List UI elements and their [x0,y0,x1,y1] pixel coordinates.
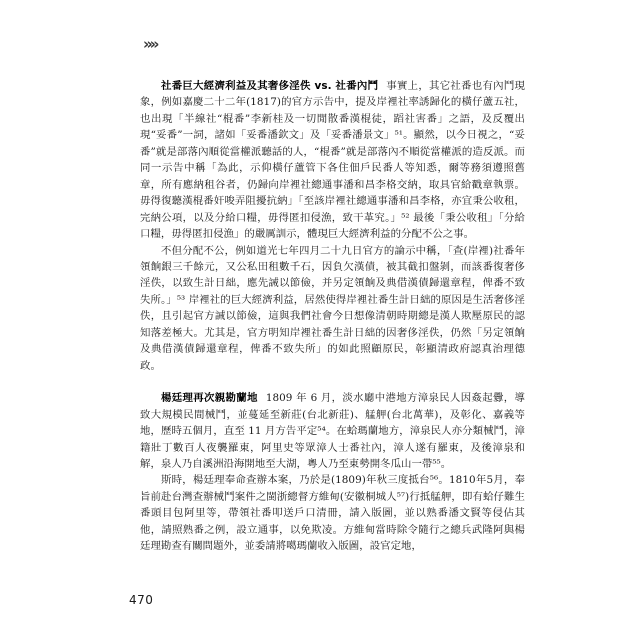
section1-heading: 社番巨大經濟利益及其奢侈淫佚 vs. 社番內鬥 [161,80,379,92]
body-text [140,78,525,555]
section1-paragraph-2: 不但分配不公，例如道光七年四月二十九日官方的論示中稱，「查(岸裡)社番年領餉銀三千餘元，又公私田租數千石，因負欠漢債，被其截扣盤剝，而該番復奢侈淫佚，以致生計日絀，應先誡以節儉，并另定領餉及典借漢債歸還章程，俾番不致失所。」⁵³ 岸裡社的巨大經濟利益，居然使得岸裡社番生計日絀的原因是生活奢侈淫佚，且引起官方誡以節儉，這與我們社會今日想像清朝時期總是漢人欺壓原民的認知落差極大。尤其是，官方明知岸裡社番生計日絀的因奢侈淫佚，仍然「另定領餉及典借漢債歸還章程，俾番不致失所」的如此照顧原民，彰顯清政府認真治理德政。 [140,244,525,372]
page-number: 470 [129,593,154,607]
section1-paragraph-1-text: 事實上，其它社番也有內鬥現象，例如嘉慶二十二年(1817)的官方示告中，提及岸裡社率誘歸化的橫仔蘆五社，也出現「半線社“棍番”李新桂及一切閒散番漢棍徒，蹈社害番」之語，及反覆出現“妥番”一詞，諸如「妥番潘欽文」及「妥番潘景文」⁵¹。顯然，以今日視之，“妥番”就是部落內順從當權派聽話的人，“棍番”就是部落內不順從當權派的造反派。而同一示告中稱「為此，示仰橫仔蘆管下各住佃戶民番人等知悉，爾等務須遵照舊章，所有應納租谷者，仍歸向岸裡社總通事潘和昌李格交納，取具官給戳章執票。毋得復聽漢棍番奸唆弄阻擾抗納」「至該岸裡社總通事潘和昌李格，亦宜秉公收租，完納公項，以及分給口糧，毋得匿扣侵漁，致干革究。」⁵² 最後「秉公收租」「分給口糧，毋得匿扣侵漁」的嚴厲訓示，體現巨大經濟利益的分配不公之事。 [140,80,525,241]
chevron-double-right-icon: »» [143,35,157,53]
section-divider [140,374,525,390]
section2-heading: 楊廷理再次親勘蘭地 [161,392,258,405]
section2-paragraph-1 [140,390,525,472]
section2-paragraph-2: 斯時，楊廷理奉命查辦本案，乃於是(1809)年秋三度抵台⁵⁶。1810年5月，奉旨前赴台灣查辦械鬥案件之閩浙總督方維甸(安徽桐城人⁵⁷)行抵艋舺，即有蛤仔難生番頭目包阿里等，帶領社番叩送戶口清冊，請入版圖，並以熟番潘文賢等侵佔其他，請照熟番之例，設立通事，以免欺凌。方維甸當時除令隨行之總兵武隆阿與楊廷理勘查有關問題外，並委請將噶瑪蘭收入版圖，設官定地， [140,474,525,553]
section1-paragraph-1 [140,78,525,243]
section2-paragraph-1-text: 1809 年 6 月，淡水廳中港地方漳泉民人因姦起釁，導致大規模民間械鬥，並蔓延至新莊(台北新莊)、艋舺(台北萬華)，及彰化、嘉義等地，歷時五個月，直至 11 月方告平定⁵⁴。在蛤瑪蘭地方，漳泉民人亦分類械鬥，漳籍壯丁數百人夜襲羅東，阿里史等眾漳人士番社內，漳人遂有羅東，及後漳泉和解，泉人乃自溪洲沿海開地至大湖，粵人乃至東勢開冬瓜山一帶⁵⁵。 [140,392,525,470]
